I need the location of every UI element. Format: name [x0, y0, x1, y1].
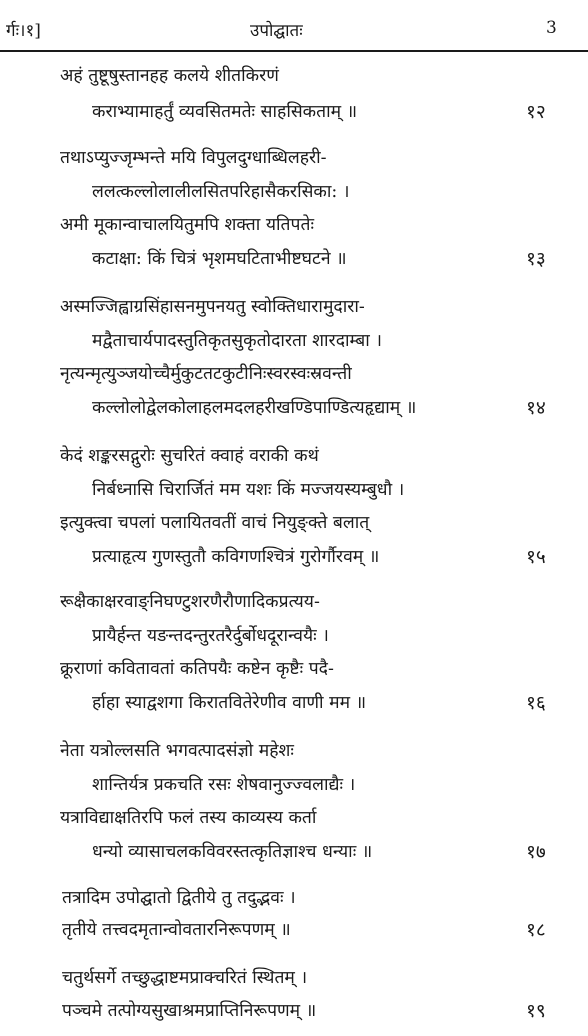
verse-line: तृतीये तत्त्वदमृतान्वोवतारनिरूपणम् ॥	[62, 920, 291, 940]
verse-line: मद्वैताचार्यपादस्तुतिकृतसुकृतोदारता शारदाम्बा ।	[92, 331, 382, 351]
verse-line: यत्राविद्याक्षतिरपि फलं तस्य काव्यस्य कर्ता	[60, 808, 317, 828]
verse-line: क्रूराणां कवितावतां कतिपयैः कष्टेन कृष्टैः पदै-	[60, 659, 334, 679]
verse-line: तत्रादिम उपोद्घातो द्वितीये तु तदुद्भवः ।	[62, 888, 296, 908]
verse-number: १८	[526, 919, 546, 941]
verse-line: कराभ्यामाहर्तुं व्यवसितमतेः साहसिकताम् ॥	[92, 102, 358, 122]
verse-line: इत्युक्त्वा चपलां पलायितवतीं वाचं नियुङ्क्ते बलात्	[60, 513, 370, 533]
verse-line: कल्लोलोद्वेलकोलाहलमदलहरीखण्डिपाण्डित्यहृद्याम् ॥	[92, 398, 417, 418]
verse-line: तथाऽप्युज्जृम्भन्ते मयि विपुलदुग्धाब्धिलहरी-	[60, 148, 327, 168]
verse-line: अमी मूकान्वाचालयितुमपि शक्ता यतिपतेः	[60, 215, 314, 235]
verse-line: पञ्चमे तत्पोग्यसुखाश्रमप्राप्तिनिरूपणम् ॥	[62, 1001, 317, 1021]
verse-number: १३	[526, 248, 546, 270]
header-title: उपोद्घातः	[250, 21, 303, 41]
header-chapter-marker: र्गः।१]	[6, 21, 41, 41]
verse-line: कटाक्षा: किं चित्रं भृशमघटिताभीष्टघटने ॥	[92, 249, 347, 269]
page-number: 3	[546, 18, 557, 38]
verse-number: १७	[526, 841, 546, 863]
verse-line: नृत्यन्मृत्युञ्जयोच्चैर्मुकुटतटकुटीनिःस्वरस्वःस्रवन्ती	[60, 364, 352, 384]
verse-number: १५	[526, 546, 546, 568]
verse-line: रूक्षैकाक्षरवाङ्निघण्टुशरणैरौणादिकप्रत्यय-	[60, 592, 320, 612]
verse-line: निर्बध्नासि चिरार्जितं मम यशः किं मज्जयस्यम्बुधौ ।	[92, 480, 405, 500]
verse-number: १२	[526, 101, 546, 123]
header-rule	[0, 50, 588, 52]
verse-number: १४	[526, 397, 546, 419]
verse-line: प्रत्याहृत्य गुणस्तुतौ कविगणश्चित्रं गुरोर्गौरवम् ॥	[92, 547, 380, 567]
verse-line: धन्यो व्यासाचलकविवरस्तत्कृतिज्ञाश्च धन्याः ॥	[92, 842, 373, 862]
verse-line: ललत्कल्लोलालीलसितपरिहासैकरसिका: ।	[92, 182, 350, 202]
page-header	[0, 18, 588, 44]
verse-line: प्रायैर्हन्त यङन्तदन्तुरतरैर्दुर्बोधदूरान्वयैः ।	[92, 626, 329, 646]
verse-line: अहं तुष्टूषुस्तानहह कलये शीतकिरणं	[60, 66, 279, 86]
verse-line: नेता यत्रोल्लसति भगवत्पादसंज्ञो महेशः	[60, 741, 294, 761]
verse-line: केदं शङ्करसद्गुरोः सुचरितं क्वाहं वराकी कथं	[60, 446, 319, 466]
verse-line: शान्तिर्यत्र प्रकचति रसः शेषवानुज्ज्वलाद्यैः ।	[92, 775, 356, 795]
verse-number: १९	[526, 1000, 546, 1022]
verse-line: चतुर्थसर्गे तच्छुद्धाष्टमप्राक्चरितं स्थितम् ।	[62, 968, 308, 988]
verse-line: र्हाहा स्याद्वशगा किरातवितेरेणीव वाणी मम ॥	[92, 693, 367, 713]
verse-line: अस्मज्जिह्वाग्रसिंहासनमुपनयतु स्वोक्तिधारामुदारा-	[60, 297, 365, 317]
verse-number: १६	[526, 692, 546, 714]
